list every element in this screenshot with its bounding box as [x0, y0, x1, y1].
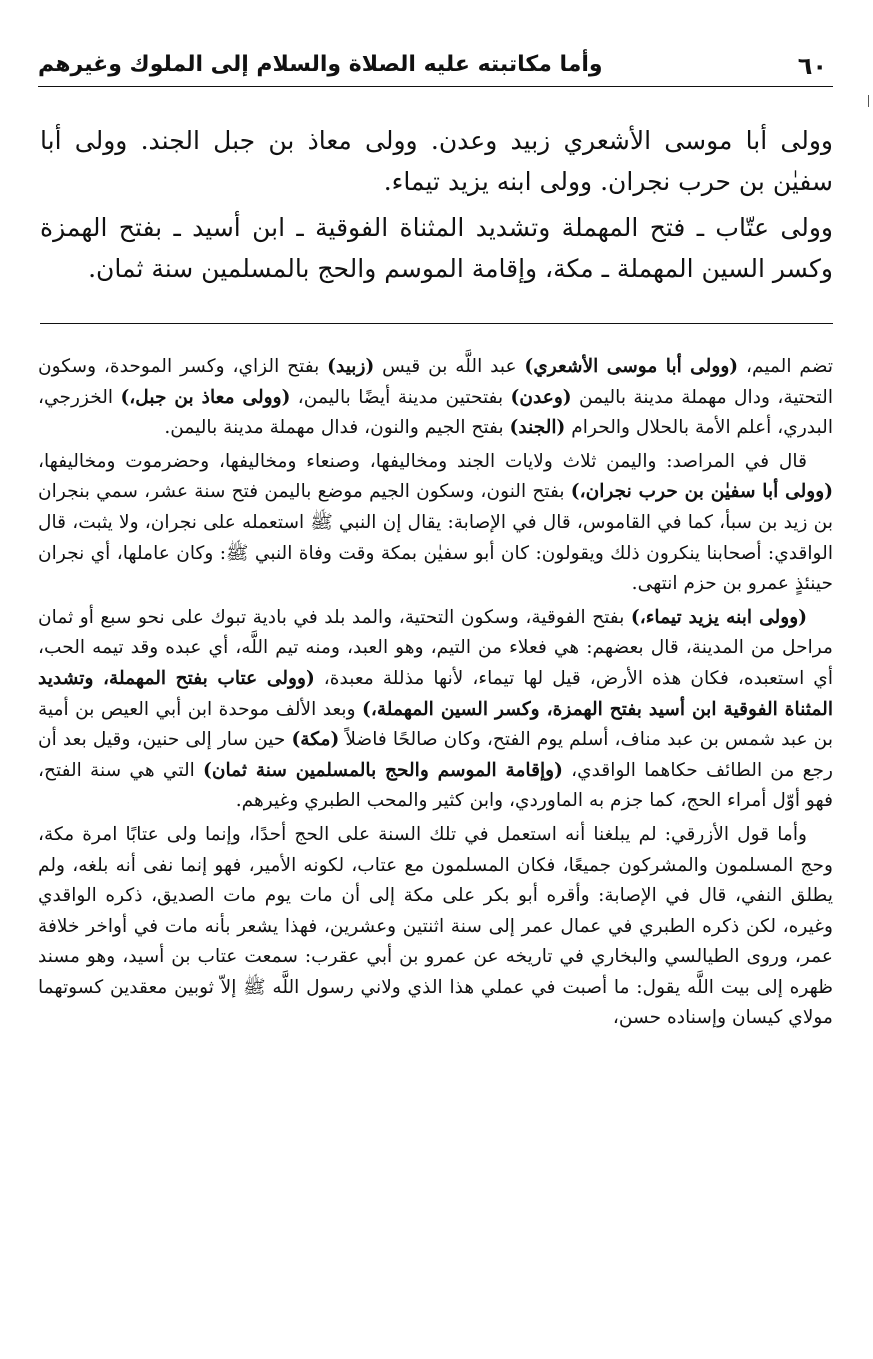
- main-text-paragraph: وولى عتّاب ـ فتح المهملة وتشديد المثناة الفوقية ـ ابن أسيد ـ بفتح الهمزة وكسر السين المهملة ـ مكة، وإقامة الموسم والحج بالمسلمين سنة ثمان.: [40, 213, 833, 283]
- commentary-text: بفتح النون، وسكون الجيم موضع باليمن فتح سنة عشر، سمي بنجران بن زيد بن سبأ، كما في القاموس، قال في الإصابة: يقال إن النبي ﷺ استعمله على نجران، ولا يثبت، قال الواقدي: أصحابنا ينكرون ذلك ويقولون: كان أبو سفيٰن بمكة وقت وفاة النبي ﷺ: وكان عاملها، أي نجران حينئذٍ عمرو بن حزم انتهى.: [38, 481, 833, 595]
- quoted-phrase: (زبيد): [327, 356, 375, 377]
- commentary-paragraph: [38, 352, 833, 444]
- commentary-text: تضم الميم،: [738, 356, 834, 377]
- margin-mark: [868, 95, 869, 107]
- quoted-phrase: (وولى ابنه يزيد تيماء،): [630, 606, 808, 628]
- page-number: ٦٠: [797, 52, 827, 80]
- main-text-paragraph: وولى أبا موسى الأشعري زبيد وعدن. وولى معاذ بن جبل الجند. وولى أبا سفيٰن بن حرب نجران. وولى ابنه يزيد تيماء.: [40, 126, 833, 196]
- quoted-phrase: (وولى معاذ بن جبل،): [120, 386, 291, 408]
- quoted-phrase: (وولى أبا سفيٰن بن حرب نجران،): [570, 481, 834, 503]
- quoted-phrase: (وولى أبا موسى الأشعري): [524, 356, 739, 377]
- main-text: [40, 120, 833, 294]
- commentary-text: بفتح الفوقية، وسكون التحتية، والمد بلد في بادية تبوك على نحو سبع أو ثمان مراحل من المدينة، قال بعضهم: هي فعلاء من التيم، وهو العبد، ومنه تيم اللَّه، أي عبده وقد تيمه الحب، أي استعبده، فكان هذه الأرض، قيل لها تيماء، لأنها مذللة معبدة،: [38, 606, 834, 689]
- commentary-text: عبد اللَّه بن قيس: [374, 356, 525, 377]
- commentary-paragraph: [38, 447, 833, 600]
- commentary-text: بفتح الزاي، وكسر الموحدة، وسكون التحتية، ودال مهملة مدينة باليمن: [38, 356, 833, 408]
- commentary-text: قال في المراصد: واليمن ثلاث ولايات الجند ومخاليفها، وصنعاء ومخاليفها، وحضرموت ومخاليفها،: [38, 450, 807, 472]
- commentary-text: وبعد الألف موحدة ابن أبي العيص بن أمية بن عبد شمس بن عبد مناف، أسلم يوم الفتح، وكان صالحًا فاضلاً: [38, 698, 833, 751]
- commentary-text: التي هي سنة الفتح، فهو أوّل أمراء الحج، كما جزم به الماوردي، وابن كثير والمحب الطبري وغيرهم.: [38, 759, 833, 812]
- running-title: وأما مكاتبته عليه الصلاة والسلام إلى الملوك وغيرهم: [38, 52, 603, 77]
- commentary-paragraph: [38, 603, 833, 817]
- commentary-text: بفتح الجيم والنون، فدال مهملة مدينة باليمن.: [164, 417, 510, 439]
- commentary-text: الخزرجي، البدري، أعلم الأمة بالحلال والحرام: [38, 386, 833, 439]
- quoted-phrase: (الجند): [509, 417, 566, 439]
- commentary-text: حين سار إلى حنين، وقيل بعد أن رجع من الطائف حكاهما الواقدي،: [38, 729, 833, 781]
- quoted-phrase: (وإقامة الموسم والحج بالمسلمين سنة ثمان): [203, 759, 563, 781]
- commentary-text: بفتحتين مدينة أيضًا باليمن،: [290, 386, 511, 408]
- page-header: [38, 48, 833, 87]
- quoted-phrase: (مكة): [291, 729, 340, 751]
- commentary-paragraph: وأما قول الأزرقي: لم يبلغنا أنه استعمل في تلك السنة على الحج أحدًا، وإنما ولى عتابًا امرة مكة، وحج المسلمون والمشركون جميعًا، فكان المسلمون مع عتاب، لكونه الأمير، فهو إنما نفى أنه بلغه، ولم يطلق النفي، قال في الإصابة: وأقره أبو بكر على مكة إلى أن مات يوم مات الصديق، ذكره الواقدي وغيره، لكن ذكره الطبري في عمال عمر إلى سنة اثنتين وعشرين، فهذا يشعر بأنه مات في أواخر خلافة عمر، وروى الطيالسي والبخاري في تاريخه عن عمرو بن أبي عقرب: سمعت عتاب بن أسيد، وهو مسند ظهره إلى بيت اللَّه يقول: ما أصبت في عملي هذا الذي ولاني رسول اللَّه ﷺ إلاّ ثوبين معقدين كسوتهما مولاي كيسان وإسناده حسن،: [38, 823, 833, 1029]
- commentary: [38, 352, 833, 1037]
- quoted-phrase: (وولى عتاب بفتح المهملة، وتشديد المثناة الفوقية ابن أسيد بفتح الهمزة، وكسر السين المهملة،): [38, 667, 833, 720]
- section-divider: [40, 323, 833, 324]
- quoted-phrase: (وعدن): [510, 386, 572, 408]
